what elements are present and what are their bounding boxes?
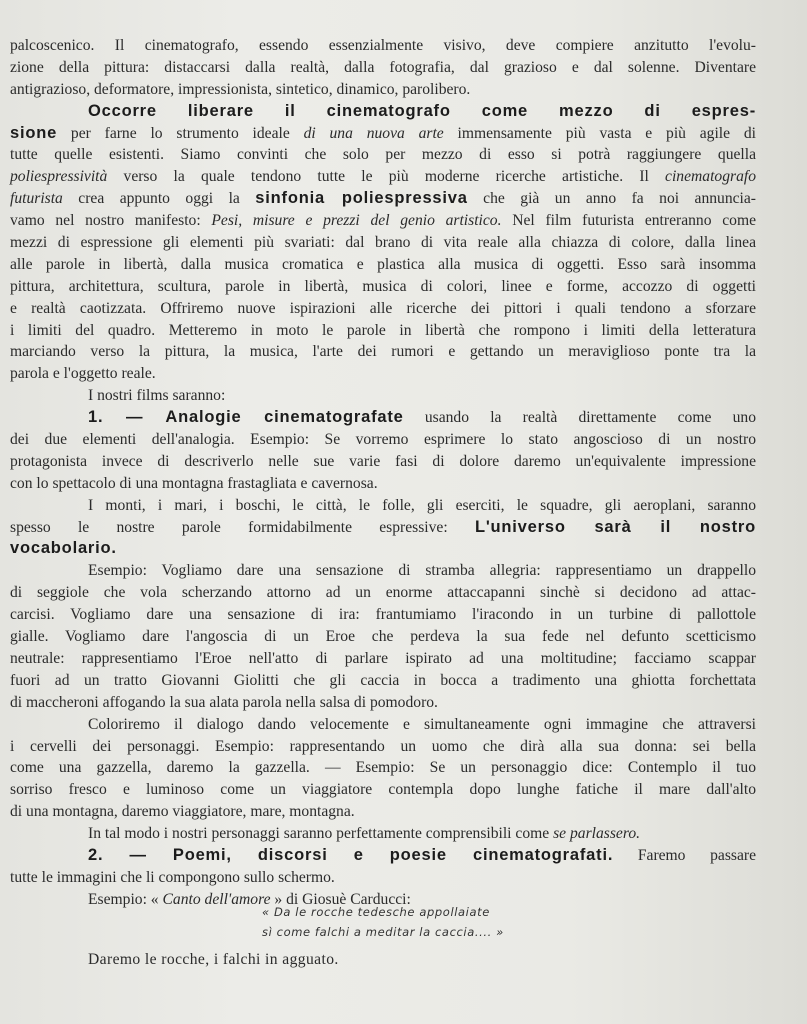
text-line (10, 385, 756, 407)
italic-text: cinematografo (665, 168, 756, 186)
text-line (10, 101, 756, 123)
italic-text: di una nuova arte (303, 124, 444, 142)
body-text: pittura, architettura, scultura, parole in libertà, musica di colori, linee e forme, accozzo di oggetti (10, 277, 756, 295)
text-line (10, 254, 756, 276)
text-line (10, 473, 756, 495)
text-line (10, 714, 756, 736)
text-line (10, 845, 756, 867)
quote-line: « Da le rocche tedesche appollaiate (262, 905, 490, 919)
text-line (10, 736, 756, 758)
body-text: spesso le nostre parole formidabilmente espressive: (10, 518, 475, 536)
text-line (10, 648, 756, 670)
text-line (10, 276, 756, 298)
body-text: antigrazioso, deformatore, impressionista, sintetico, dinamico, parolibero. (10, 80, 471, 98)
body-text: usando la realtà direttamente come uno (403, 409, 756, 427)
text-line (10, 166, 756, 188)
bold-text: 1. — Analogie cinematografate (88, 408, 404, 427)
text-line (10, 341, 756, 363)
body-text: fuori ad un tratto Giovanni Giolitti che gli caccia in bocca a tradimento una ghiotta forchettata (10, 671, 756, 689)
text-line (10, 363, 756, 385)
body-text: Faremo passare (613, 846, 756, 864)
body-text: carcisi. Vogliamo dare una sensazione di ira: frantumiamo l'iracondo in un turbine di pallottole (10, 606, 756, 624)
document-body (10, 35, 756, 911)
body-text: di maccheroni affogando la sua alata parola nella salsa di pomodoro. (10, 693, 438, 711)
body-text: vamo nel nostro manifesto: (10, 212, 212, 230)
italic-text: poliespressività (10, 168, 108, 186)
body-text: crea appunto oggi la (62, 190, 256, 208)
body-text: neutrale: rappresentiamo l'Eroe nell'atto di parlare ispirato ad una moltitudine; facciamo scappar (10, 649, 756, 667)
italic-text: Pesi, misure e prezzi del genio artistico. (211, 212, 502, 230)
body-text: Nel film futurista entreranno come (501, 212, 756, 230)
bold-text: Occorre liberare il cinematografo come mezzo di espres- (88, 101, 756, 120)
body-text: tutte le immagini che li compongono sullo schermo. (10, 868, 335, 886)
body-text: Esempio: « (88, 890, 163, 908)
body-text: sorriso fresco e luminoso come un viaggiatore contempla dopo lunghe fatiche il mare dall'alto (10, 781, 756, 799)
text-line (10, 188, 756, 210)
text-line (10, 144, 756, 166)
bold-text: sinfonia poliespressiva (255, 189, 468, 208)
text-line (10, 495, 756, 517)
text-line (10, 407, 756, 429)
text-line (10, 692, 756, 714)
text-line (10, 801, 756, 823)
text-line (10, 35, 756, 57)
body-text: di seggiole che vola scherzando attorno ad un enorme attaccapanni sinchè si decidono ad attac- (10, 584, 756, 602)
text-line (10, 670, 756, 692)
body-text: gialle. Vogliamo dare l'angoscia di un Eroe che perdeva la sua fede nel defunto scetticismo (10, 628, 756, 646)
text-line (10, 582, 756, 604)
text-line (10, 320, 756, 342)
body-text: come una gazzella, daremo la gazzella. — Esempio: Se un personaggio dice: Contemplo il tuo (10, 759, 756, 777)
body-text: di una montagna, daremo viaggiatore, mare, montagna. (10, 803, 355, 821)
text-line (10, 823, 756, 845)
text-line (10, 298, 756, 320)
text-line (10, 779, 756, 801)
italic-text: futurista (10, 190, 63, 208)
body-text: alle parole in libertà, dalla musica cromatica e plastica alla musica di oggetti. Esso sarà insomma (10, 255, 756, 273)
body-text: con lo spettacolo di una montagna frastagliata e cavernosa. (10, 474, 378, 492)
body-text: protagonista invece di descriverlo nelle sue varie fasi di dolore daremo un'equivalente impressione (10, 452, 756, 470)
body-text: i limiti del quadro. Metteremo in moto le parole in libertà che rompono i limiti della letteratura (10, 321, 756, 339)
bold-text: L'universo sarà il nostro (474, 517, 756, 536)
body-text: I monti, i mari, i boschi, le città, le folle, gli eserciti, le squadre, gli aeroplani, saranno (88, 496, 756, 514)
text-line (10, 604, 756, 626)
body-text: palcoscenico. Il cinematografo, essendo essenzialmente visivo, deve compiere anzitutto l'evolu- (10, 37, 756, 54)
body-text: Coloriremo il dialogo dando velocemente e simultaneamente ogni immagine che attraversi (88, 715, 756, 733)
text-line (10, 123, 756, 145)
quote-line: sì come falchi a meditar la caccia.... » (262, 925, 504, 939)
text-line (10, 57, 756, 79)
body-text: dei due elementi dell'analogia. Esempio: Se vorremo esprimere lo stato angoscioso di un nostro (10, 431, 756, 449)
italic-text: se parlassero. (553, 825, 641, 843)
body-text: » di Giosuè Carducci: (270, 890, 411, 908)
text-line (10, 626, 756, 648)
body-text: parola e l'oggetto reale. (10, 365, 156, 383)
body-text: che già un anno fa noi annuncia- (467, 190, 756, 208)
body-text: Esempio: Vogliamo dare una sensazione di stramba allegria: rappresentiamo un drappello (88, 562, 756, 580)
body-text: I nostri films saranno: (88, 387, 226, 405)
body-text: tutte quelle esistenti. Siamo convinti che solo per mezzo di esso si potrà raggiungere quella (10, 146, 756, 164)
body-text: i cervelli dei personaggi. Esempio: rappresentando un uomo che dirà alla sua donna: sei bella (10, 737, 756, 755)
block-quote (262, 902, 504, 942)
closing-line: Daremo le rocche, i falchi in agguato. (88, 951, 339, 968)
body-text: verso la quale tendono tutte le più moderne ricerche artistiche. Il (107, 168, 666, 186)
body-text: e realtà caotizzata. Offriremo nuove ispirazioni alle ricerche dei pittori i quali tendono a sforzare (10, 299, 756, 317)
bold-text: vocabolario. (10, 539, 117, 558)
bold-text: sione (10, 123, 58, 142)
text-line (10, 867, 756, 889)
italic-text: Canto dell'amore (162, 890, 271, 908)
body-text: immensamente più vasta e più agile di (443, 124, 756, 142)
text-line (10, 517, 756, 539)
text-line (10, 210, 756, 232)
text-line (10, 757, 756, 779)
text-line (10, 538, 756, 560)
text-line (10, 232, 756, 254)
body-text: zione della pittura: distaccarsi dalla realtà, dalla fotografia, dal grazioso e dal solenne. Diventare (10, 58, 756, 76)
body-text: mezzi di espressione gli elementi più svariati: dal brano di vita reale alla chiazza di colore, dalla linea (10, 234, 756, 252)
body-text: per farne lo strumento ideale (57, 124, 304, 142)
text-line (10, 560, 756, 582)
body-text: marciando verso la pittura, la musica, l'arte dei rumori e gettando un meraviglioso ponte tra la (10, 343, 756, 361)
text-line (10, 451, 756, 473)
bold-text: 2. — Poemi, discorsi e poesie cinematografati. (88, 845, 614, 864)
text-line (10, 429, 756, 451)
body-text: In tal modo i nostri personaggi saranno perfettamente comprensibili come (88, 825, 554, 843)
text-line (10, 79, 756, 101)
